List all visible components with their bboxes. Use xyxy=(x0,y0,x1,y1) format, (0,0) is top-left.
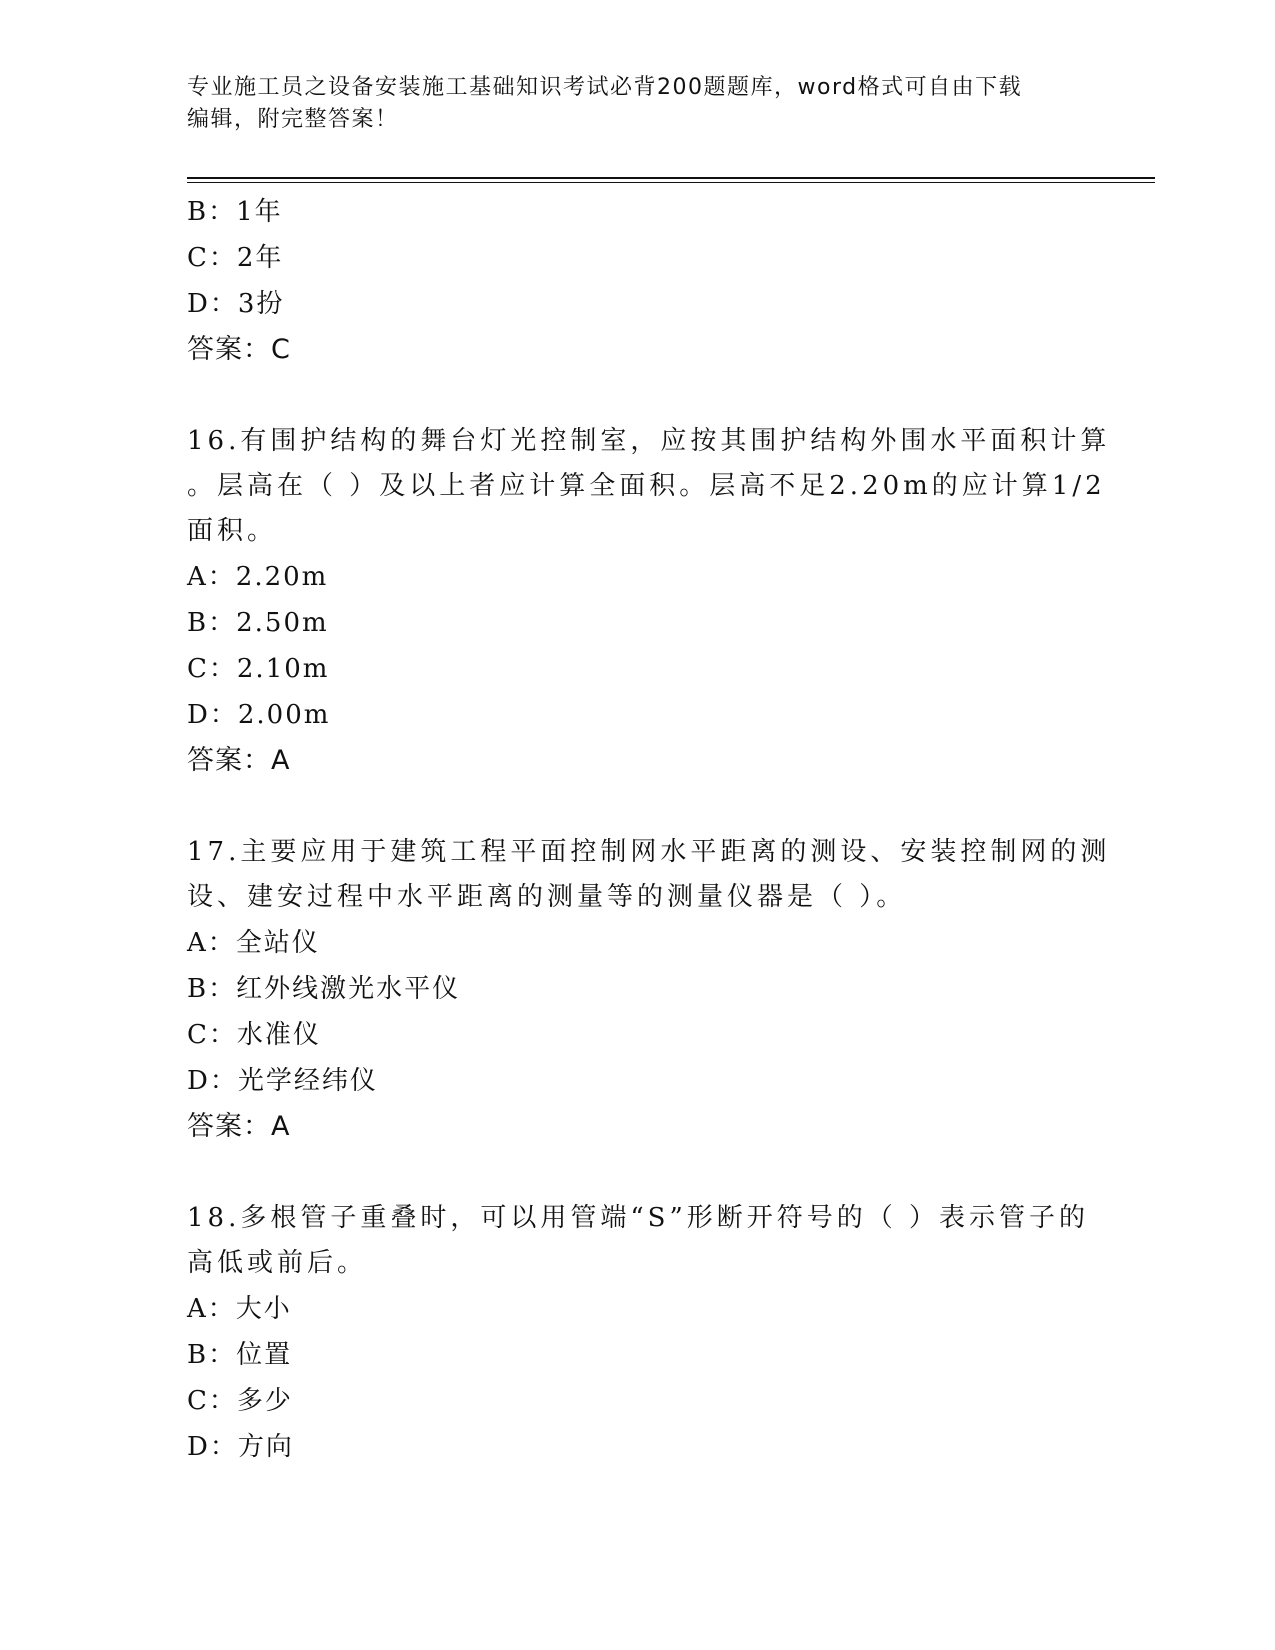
question-18-option-a: A：大小 xyxy=(187,1294,292,1324)
question-16 xyxy=(187,419,1111,784)
question-17-option-d: D：光学经纬仪 xyxy=(187,1066,378,1096)
question-17-option-a: A：全站仪 xyxy=(187,928,320,958)
question-18-stem-line-2: 高低或前后。 xyxy=(187,1248,368,1278)
question-17-stem-line-2: 设、建安过程中水平距离的测量等的测量仪器是（ ）。 xyxy=(187,882,907,912)
question-16-option-b: B：2.50m xyxy=(187,608,329,638)
question-16-stem-line-3: 面积。 xyxy=(187,516,278,546)
question-17-stem-line-1: 17.主要应用于建筑工程平面控制网水平距离的测设、安装控制网的测 xyxy=(187,837,1111,867)
question-15-continued xyxy=(187,189,1087,373)
question-17-option-b: B：红外线激光水平仪 xyxy=(187,974,461,1004)
question-15-answer: 答案：C xyxy=(187,334,291,365)
question-17-option-c: C：水准仪 xyxy=(187,1020,321,1050)
question-15-option-d: D：3扮 xyxy=(187,289,285,319)
question-15-option-b: B：1年 xyxy=(187,197,283,227)
question-17 xyxy=(187,830,1111,1150)
question-16-stem-line-1: 16.有围护结构的舞台灯光控制室，应按其围护结构外围水平面积计算 xyxy=(187,426,1111,456)
header-divider-thick xyxy=(187,177,1155,179)
question-16-answer: 答案：A xyxy=(187,745,291,776)
header-title-line-2: 编辑，附完整答案！ xyxy=(187,107,399,132)
document-header xyxy=(187,72,1087,136)
question-16-option-a: A：2.20m xyxy=(187,562,329,592)
spacer xyxy=(187,373,1087,419)
question-18-option-d: D：方向 xyxy=(187,1432,294,1462)
question-18-stem xyxy=(187,1196,1090,1286)
question-16-stem-line-2: 。层高在（ ）及以上者应计算全面积。层高不足2.20m的应计算1/2 xyxy=(187,471,1106,501)
question-18-option-b: B：位置 xyxy=(187,1340,293,1370)
question-17-stem xyxy=(187,830,1111,920)
question-18-option-c: C：多少 xyxy=(187,1386,293,1416)
question-16-option-d: D：2.00m xyxy=(187,700,331,730)
question-18 xyxy=(187,1196,1090,1470)
question-18-stem-line-1: 18.多根管子重叠时，可以用管端“S”形断开符号的（ ）表示管子的 xyxy=(187,1203,1090,1233)
question-17-answer: 答案：A xyxy=(187,1111,291,1142)
spacer xyxy=(187,1150,1087,1196)
question-16-stem xyxy=(187,419,1111,554)
question-15-option-c: C：2年 xyxy=(187,243,284,273)
spacer xyxy=(187,784,1087,830)
header-divider-thin xyxy=(187,182,1155,183)
header-title-line-1: 专业施工员之设备安装施工基础知识考试必背200题题库，word格式可自由下载 xyxy=(187,75,1023,100)
document-body xyxy=(187,189,1111,1470)
question-16-option-c: C：2.10m xyxy=(187,654,330,684)
